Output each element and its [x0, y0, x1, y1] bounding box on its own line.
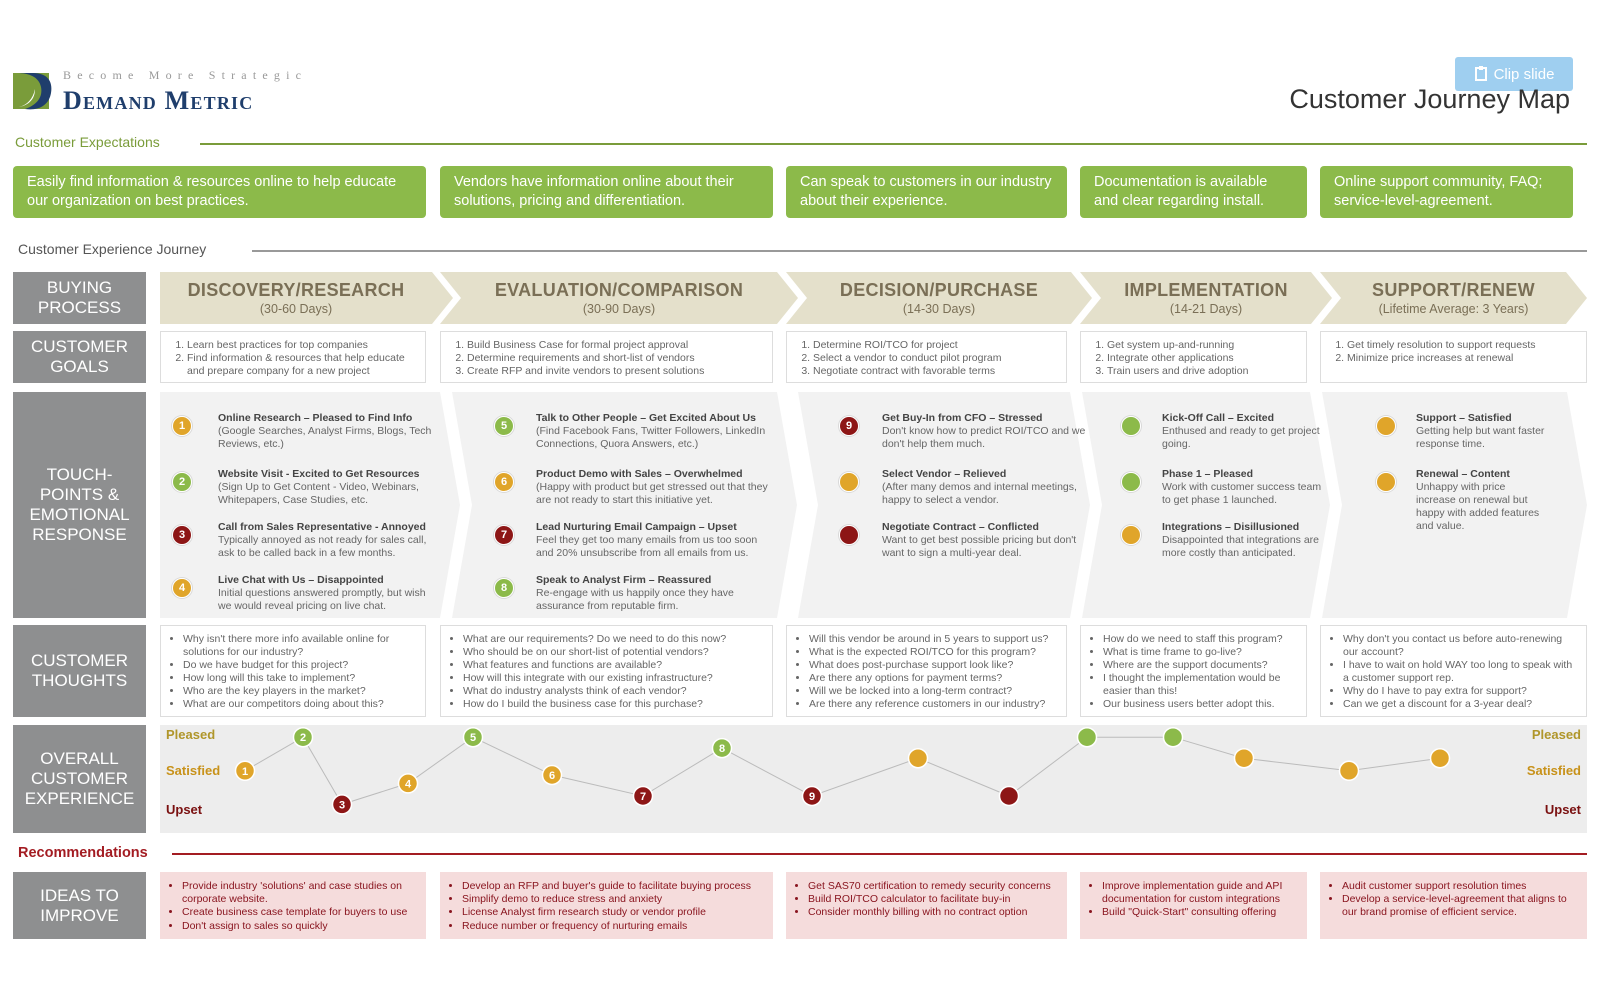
idea-item: • Develop an RFP and buyer's guide to facilitate buying process — [462, 880, 763, 893]
touchpoint-marker: 4 — [172, 578, 192, 598]
goal-item: 1. Build Business Case for formal project approval — [467, 339, 762, 352]
level-label-satisfied-right: Satisfied — [1526, 763, 1581, 778]
phase-duration: (Lifetime Average: 3 Years) — [1378, 302, 1529, 316]
idea-item: • Simplify demo to reduce stress and anxiety — [462, 893, 763, 906]
goal-item: 1. Get timely resolution to support requests — [1347, 339, 1576, 352]
touchpoint-text — [218, 412, 440, 451]
level-label-pleased-right: Pleased — [1531, 727, 1581, 742]
touchpoint-title: Product Demo with Sales – Overwhelmed — [536, 468, 743, 480]
touchpoint-description: Enthused and ready to get project going. — [1162, 425, 1320, 450]
touchpoint-marker — [1376, 472, 1396, 492]
touchpoint-text — [218, 521, 440, 560]
touchpoint-text — [536, 574, 768, 613]
touchpoint-description: Typically annoyed as not ready for sales call, ask to be called back in a few months. — [218, 534, 427, 559]
touchpoint-text — [882, 468, 1087, 507]
recommendations-rule — [172, 853, 1587, 855]
touchpoint-marker: 9 — [839, 416, 859, 436]
section-expectations-heading: Customer Expectations — [15, 134, 160, 150]
experience-point-label: 3 — [338, 799, 346, 812]
logo-mark-icon — [13, 69, 53, 113]
touchpoint-title: Website Visit - Excited to Get Resources — [218, 468, 420, 480]
level-label-upset-right: Upset — [1544, 802, 1581, 817]
thought-item: • I thought the implementation would be easier than this! — [1103, 672, 1296, 698]
expectation-card: Vendors have information online about their solutions, pricing and differentiation. — [440, 166, 773, 218]
thought-item: • What is the expected ROI/TCO for this program? — [809, 646, 1056, 659]
idea-item: • Create business case template for buyers to use — [182, 906, 416, 919]
thoughts-implementation — [1080, 625, 1307, 717]
row-label-ideas-to-improve: IDEAS TO IMPROVE — [13, 872, 146, 939]
expectation-card: Documentation is available and clear regarding install. — [1080, 166, 1307, 218]
row-label-customer-goals: CUSTOMER GOALS — [13, 331, 146, 383]
experience-trend-line — [245, 737, 1440, 804]
experience-point-label: 8 — [718, 743, 726, 756]
goal-item: 2. Determine requirements and short-list of vendors — [467, 352, 762, 365]
touchpoint-marker: 1 — [172, 416, 192, 436]
touchpoint-text — [882, 412, 1087, 451]
idea-item: • Build "Quick-Start" consulting offering — [1102, 906, 1297, 919]
phase-duration: (30-90 Days) — [582, 302, 656, 316]
phase-evaluation — [440, 272, 798, 324]
phase-support — [1320, 272, 1587, 324]
thought-item: • What are our competitors doing about this? — [183, 698, 415, 711]
touchpoint-title: Talk to Other People – Get Excited About Us — [536, 412, 756, 424]
phase-name: SUPPORT/RENEW — [1372, 280, 1535, 300]
touchpoint-marker: 7 — [494, 525, 514, 545]
thought-item: • What does post-purchase support look like? — [809, 659, 1056, 672]
thought-item: • What do industry analysts think of each vendor? — [463, 685, 762, 698]
section-recommendations-heading: Recommendations — [18, 845, 148, 861]
touchpoint-description: Work with customer success team to get phase 1 launched. — [1162, 481, 1322, 506]
touchpoint-text — [536, 412, 768, 451]
experience-point-label: 6 — [548, 770, 556, 782]
touchpoint-text — [218, 574, 440, 613]
thought-item: • How do we need to staff this program? — [1103, 633, 1296, 646]
idea-item: • License Analyst firm research study or vendor profile — [462, 906, 763, 919]
experience-point — [1164, 728, 1183, 747]
touchpoint-text — [1162, 412, 1327, 451]
touchpoint-description: Want to get best possible pricing but don't want to sign a multi-year deal. — [882, 534, 1077, 559]
touchpoint-title: Negotiate Contract – Conflicted — [882, 521, 1039, 533]
thoughts-support — [1320, 625, 1587, 717]
thought-item: • Why don't you contact us before auto-renewing our account? — [1343, 633, 1576, 659]
touchpoint-marker — [1376, 416, 1396, 436]
thought-item: • Our business users better adopt this. — [1103, 698, 1296, 711]
thought-item: • Why do I have to pay extra for support? — [1343, 685, 1576, 698]
experience-point-label: 5 — [469, 732, 477, 745]
touchpoint-marker — [839, 472, 859, 492]
touchpoint-description: (After many demos and internal meetings, happy to select a vendor. — [882, 481, 1077, 506]
experience-point — [1431, 749, 1450, 768]
thoughts-evaluation — [440, 625, 773, 717]
goal-item: 2. Select a vendor to conduct pilot program — [813, 352, 1056, 365]
touchpoint-description: Initial questions answered promptly, but wish we would reveal pricing on live chat. — [218, 587, 426, 612]
phase-duration: (14-30 Days) — [902, 302, 976, 316]
thought-item: • Are there any reference customers in our industry? — [809, 698, 1056, 711]
level-label-upset-left: Upset — [166, 802, 203, 817]
touchpoint-marker: 8 — [494, 578, 514, 598]
touchpoint-text — [536, 468, 768, 507]
touchpoint-description: Unhappy with price increase on renewal but happy with added features and value. — [1416, 481, 1540, 532]
row-label-overall-experience: OVERALL CUSTOMER EXPERIENCE — [13, 725, 146, 833]
touchpoint-text — [536, 521, 768, 560]
thought-item: • Who should be on our short-list of potential vendors? — [463, 646, 762, 659]
experience-point — [1000, 787, 1019, 806]
experience-point — [1078, 728, 1097, 747]
expectation-card: Can speak to customers in our industry about their experience. — [786, 166, 1067, 218]
phase-name: IMPLEMENTATION — [1124, 280, 1288, 300]
touchpoint-description: (Google Searches, Analyst Firms, Blogs, Tech Reviews, etc.) — [218, 425, 432, 450]
experience-point-label: 7 — [639, 791, 647, 803]
phase-name: EVALUATION/COMPARISON — [494, 280, 744, 300]
idea-item: • Don't assign to sales so quickly — [182, 920, 416, 933]
thought-item: • Why isn't there more info available online for solutions for our industry? — [183, 633, 415, 659]
goal-item: 2. Find information & resources that help educate and prepare company for a new project — [187, 352, 415, 378]
experience-line-chart — [160, 725, 1587, 833]
goals-evaluation — [440, 331, 773, 383]
ideas-decision — [786, 872, 1067, 939]
thought-item: • What features and functions are available? — [463, 659, 762, 672]
touchpoint-description: Re-engage with us happily once they have assurance from reputable firm. — [536, 587, 734, 612]
touchpoint-marker: 6 — [494, 472, 514, 492]
touchpoint-title: Online Research – Pleased to Find Info — [218, 412, 413, 424]
goals-implementation — [1080, 331, 1307, 383]
touchpoint-title: Integrations – Disillusioned — [1162, 521, 1300, 533]
idea-item: • Provide industry 'solutions' and case studies on corporate website. — [182, 880, 416, 906]
journey-rule — [252, 250, 1587, 252]
phase-implementation — [1080, 272, 1332, 324]
thought-item: • I have to wait on hold WAY too long to speak with a customer support rep. — [1343, 659, 1576, 685]
expectation-card: Online support community, FAQ; service-level-agreement. — [1320, 166, 1573, 218]
touchpoint-marker — [839, 525, 859, 545]
expectations-rule — [200, 143, 1587, 145]
touchpoint-marker — [1121, 472, 1141, 492]
touchpoint-title: Lead Nurturing Email Campaign – Upset — [536, 521, 737, 533]
goals-support — [1320, 331, 1587, 383]
row-label-customer-thoughts: CUSTOMER THOUGHTS — [13, 625, 146, 717]
touchpoint-description: (Sign Up to Get Content - Video, Webinars, Whitepapers, Case Studies, etc. — [218, 481, 419, 506]
touchpoint-description: Feel they get too many emails from us too soon and 20% unsubscribe from all emails from us. — [536, 534, 758, 559]
level-label-pleased-left: Pleased — [166, 727, 216, 742]
brand-tagline: Become More Strategic — [63, 68, 308, 82]
goal-item: 1. Determine ROI/TCO for project — [813, 339, 1056, 352]
touchpoint-marker — [1121, 416, 1141, 436]
touchpoint-text — [1162, 468, 1327, 507]
ideas-support — [1320, 872, 1587, 939]
touchpoint-title: Get Buy-In from CFO – Stressed — [882, 412, 1043, 424]
goal-item: 2. Integrate other applications — [1107, 352, 1296, 365]
touchpoint-title: Call from Sales Representative - Annoyed — [218, 521, 426, 533]
goal-item: 3. Negotiate contract with favorable terms — [813, 365, 1056, 378]
phase-name: DECISION/PURCHASE — [839, 280, 1039, 300]
thought-item: • Who are the key players in the market? — [183, 685, 415, 698]
goals-discovery — [160, 331, 426, 383]
touchpoint-title: Select Vendor – Relieved — [882, 468, 1007, 480]
thought-item: • Will we be locked into a long-term contract? — [809, 685, 1056, 698]
touchpoint-title: Live Chat with Us – Disappointed — [218, 574, 384, 586]
thoughts-discovery — [160, 625, 426, 717]
goals-decision — [786, 331, 1067, 383]
goal-item: 1. Get system up-and-running — [1107, 339, 1296, 352]
thoughts-decision — [786, 625, 1067, 717]
clip-icon — [1474, 66, 1488, 82]
row-label-buying-process: BUYING PROCESS — [13, 272, 146, 324]
touchpoint-text — [1416, 468, 1546, 533]
idea-item: • Get SAS70 certification to remedy security concerns — [808, 880, 1057, 893]
idea-item: • Develop a service-level-agreement that aligns to our brand promise of efficient service. — [1342, 893, 1577, 919]
touchpoint-description: (Find Facebook Fans, Twitter Followers, LinkedIn Connections, Quora Answers, etc.) — [536, 425, 766, 450]
touchpoint-marker: 3 — [172, 525, 192, 545]
page-title: Customer Journey Map — [1289, 84, 1570, 114]
experience-point-label: 9 — [808, 791, 816, 803]
goal-item: 3. Create RFP and invite vendors to present solutions — [467, 365, 762, 378]
experience-chart-area — [160, 725, 1587, 833]
thought-item: • Are there any options for payment terms? — [809, 672, 1056, 685]
thought-item: • Can we get a discount for a 3-year deal? — [1343, 698, 1576, 711]
touchpoint-description: Don't know how to predict ROI/TCO and we don't help them much. — [882, 425, 1086, 450]
touchpoint-title: Speak to Analyst Firm – Reassured — [536, 574, 712, 586]
touchpoint-marker: 5 — [494, 416, 514, 436]
thought-item: • What is time frame to go-live? — [1103, 646, 1296, 659]
phase-duration: (14-21 Days) — [1169, 302, 1243, 316]
thought-item: • How do I build the business case for this purchase? — [463, 698, 762, 711]
row-label-touchpoints: TOUCH-POINTS & EMOTIONAL RESPONSE — [13, 392, 146, 618]
section-journey-heading: Customer Experience Journey — [18, 241, 207, 257]
experience-point — [1235, 749, 1254, 768]
touchpoint-text — [1416, 412, 1546, 451]
experience-point-label: 1 — [241, 765, 249, 778]
touchpoint-marker: 2 — [172, 472, 192, 492]
goal-item: 2. Minimize price increases at renewal — [1347, 352, 1576, 365]
touchpoint-description: (Happy with product but get stressed out that they are not ready to start this initiative yet. — [536, 481, 768, 506]
touchpoint-title: Renewal – Content — [1416, 468, 1510, 480]
phase-name: DISCOVERY/RESEARCH — [187, 280, 405, 300]
touchpoint-title: Kick-Off Call – Excited — [1162, 412, 1275, 424]
idea-item: • Improve implementation guide and API documentation for custom integrations — [1102, 880, 1297, 906]
touchpoint-text — [218, 468, 440, 507]
ideas-discovery — [160, 872, 426, 939]
clip-slide-label: Clip slide — [1493, 65, 1555, 83]
phase-decision — [786, 272, 1092, 324]
experience-point — [1340, 761, 1359, 780]
brand-name: Demand Metric — [63, 86, 254, 115]
touchpoint-marker — [1121, 525, 1141, 545]
experience-point-label: 4 — [404, 778, 412, 791]
experience-point — [909, 749, 928, 768]
thought-item: • Will this vendor be around in 5 years to support us? — [809, 633, 1056, 646]
expectation-card: Easily find information & resources online to help educate our organization on best practices. — [13, 166, 426, 218]
touchpoint-title: Phase 1 – Pleased — [1162, 468, 1254, 480]
thought-item: • How will this integrate with our existing infrastructure? — [463, 672, 762, 685]
idea-item: • Audit customer support resolution times — [1342, 880, 1577, 893]
idea-item: • Reduce number or frequency of nurturing emails — [462, 920, 763, 933]
touchpoint-text — [882, 521, 1087, 560]
thought-item: • Where are the support documents? — [1103, 659, 1296, 672]
touchpoint-description: Getting help but want faster response time. — [1416, 425, 1545, 450]
ideas-evaluation — [440, 872, 773, 939]
ideas-implementation — [1080, 872, 1307, 939]
phase-discovery — [160, 272, 453, 324]
idea-item: • Build ROI/TCO calculator to facilitate buy-in — [808, 893, 1057, 906]
experience-point-label: 2 — [299, 732, 307, 745]
touchpoint-description: Disappointed that integrations are more costly than anticipated. — [1162, 534, 1320, 559]
phase-duration: (30-60 Days) — [259, 302, 333, 316]
touchpoint-text — [1162, 521, 1327, 560]
goal-item: 1. Learn best practices for top companies — [187, 339, 415, 352]
thought-item: • How long will this take to implement? — [183, 672, 415, 685]
touchpoint-title: Support – Satisfied — [1416, 412, 1512, 424]
level-label-satisfied-left: Satisfied — [166, 763, 221, 778]
goal-item: 3. Train users and drive adoption — [1107, 365, 1296, 378]
thought-item: • Do we have budget for this project? — [183, 659, 415, 672]
idea-item: • Consider monthly billing with no contract option — [808, 906, 1057, 919]
thought-item: • What are our requirements? Do we need to do this now? — [463, 633, 762, 646]
